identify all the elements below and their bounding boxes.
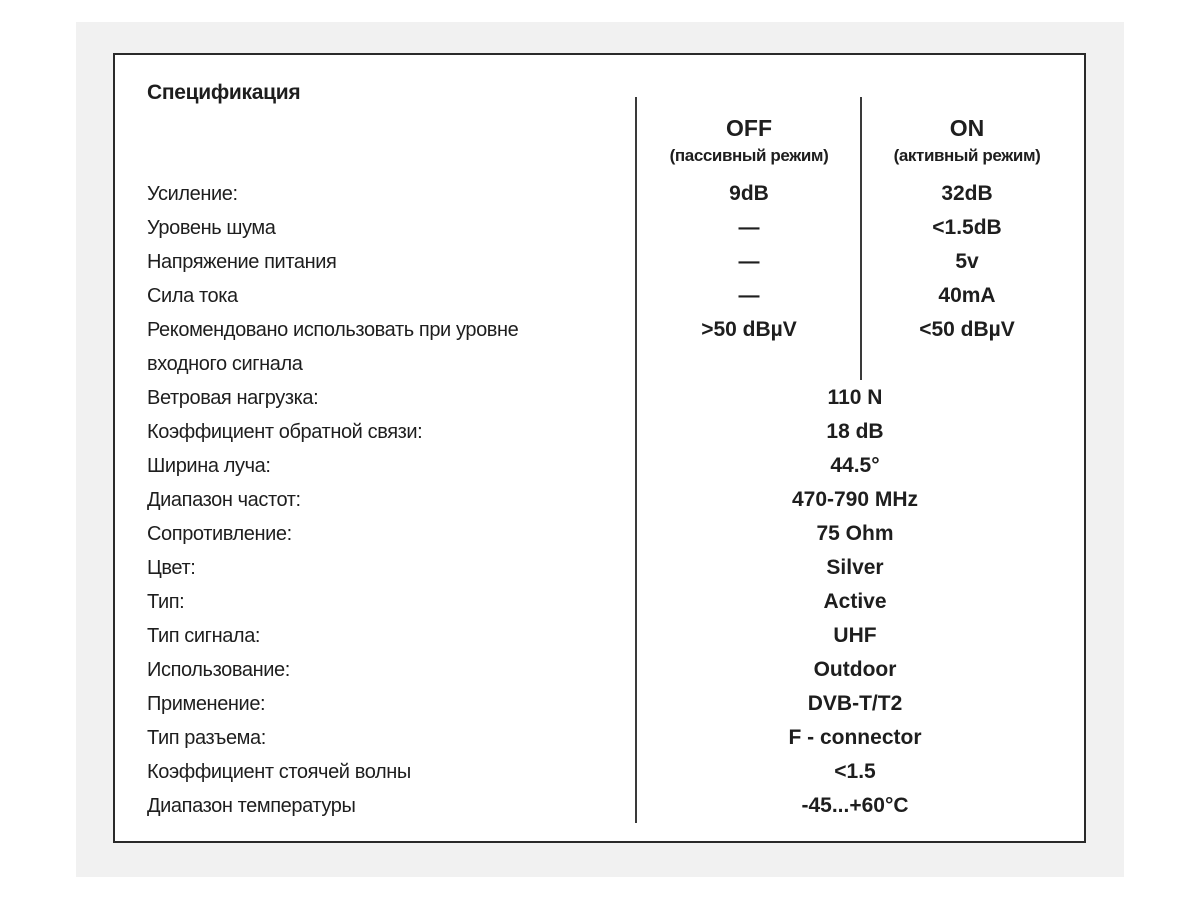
- spec-value: <1.5: [834, 760, 876, 783]
- spec-value: DVB-T/T2: [807, 692, 903, 715]
- spec-value-on: 5v: [955, 250, 979, 273]
- spec-value: 75 Ohm: [816, 522, 894, 545]
- spec-row: [115, 381, 1084, 415]
- spec-row: [115, 313, 1084, 347]
- spec-value: 110 N: [827, 386, 883, 409]
- spec-value-off: —: [738, 216, 760, 239]
- spec-row: [115, 721, 1084, 755]
- spec-label-continuation: входного сигнала: [147, 353, 303, 375]
- spec-label: Тип сигнала:: [147, 625, 261, 647]
- spec-row: [115, 415, 1084, 449]
- specification-panel: [113, 53, 1086, 843]
- spec-value-off: >50 dBµV: [701, 318, 797, 341]
- spec-value-on: <50 dBµV: [919, 318, 1015, 341]
- spec-label: Рекомендовано использовать при уровне: [147, 319, 519, 341]
- spec-label: Использование:: [147, 659, 290, 681]
- spec-row: [115, 789, 1084, 823]
- spec-value-off: 9dB: [729, 182, 769, 205]
- spec-value: 470-790 MHz: [791, 488, 919, 511]
- spec-label: Ветровая нагрузка:: [147, 387, 319, 409]
- spec-value: Outdoor: [813, 658, 897, 681]
- on-mode-sublabel: (активный режим): [893, 146, 1041, 165]
- column-header-on: [867, 113, 1067, 169]
- spec-label: Уровень шума: [147, 217, 276, 239]
- spec-value-on: <1.5dB: [932, 216, 1002, 239]
- off-mode-label: OFF: [726, 115, 772, 141]
- spec-value: -45...+60°C: [801, 794, 909, 817]
- spec-label: Ширина луча:: [147, 455, 271, 477]
- spec-label: Тип разъема:: [147, 727, 266, 749]
- spec-row: [115, 177, 1084, 211]
- spec-row: [115, 551, 1084, 585]
- spec-value: UHF: [833, 624, 877, 647]
- spec-value: Silver: [826, 556, 884, 579]
- spec-row: [115, 517, 1084, 551]
- spec-row: [115, 585, 1084, 619]
- spec-value: Active: [823, 590, 887, 613]
- spec-label: Напряжение питания: [147, 251, 337, 273]
- spec-title: Спецификация: [147, 81, 301, 104]
- spec-value-on: 32dB: [941, 182, 993, 205]
- spec-label: Коэффициент обратной связи:: [147, 421, 423, 443]
- spec-value: 44.5°: [830, 454, 880, 477]
- spec-label: Коэффициент стоячей волны: [147, 761, 411, 783]
- spec-value: 18 dB: [826, 420, 884, 443]
- spec-label: Цвет:: [147, 557, 196, 579]
- spec-label: Диапазон частот:: [147, 489, 301, 511]
- spec-label: Усиление:: [147, 183, 238, 205]
- spec-row: [115, 619, 1084, 653]
- spec-label: Применение:: [147, 693, 266, 715]
- spec-row: [115, 687, 1084, 721]
- spec-row: [115, 449, 1084, 483]
- spec-label: Сила тока: [147, 285, 238, 307]
- column-header-off: [643, 113, 855, 169]
- spec-row: [115, 483, 1084, 517]
- spec-label: Сопротивление:: [147, 523, 292, 545]
- spec-row: [115, 279, 1084, 313]
- spec-label: Тип:: [147, 591, 185, 613]
- spec-label: Диапазон температуры: [147, 795, 356, 817]
- on-mode-label: ON: [949, 115, 985, 141]
- spec-row-continuation: [115, 347, 1084, 381]
- spec-value-off: —: [738, 250, 760, 273]
- off-mode-sublabel: (пассивный режим): [669, 146, 829, 165]
- spec-value-off: —: [738, 284, 760, 307]
- spec-value: F - connector: [788, 726, 922, 749]
- spec-row: [115, 653, 1084, 687]
- spec-row: [115, 211, 1084, 245]
- spec-row: [115, 755, 1084, 789]
- spec-row: [115, 245, 1084, 279]
- spec-value-on: 40mA: [938, 284, 996, 307]
